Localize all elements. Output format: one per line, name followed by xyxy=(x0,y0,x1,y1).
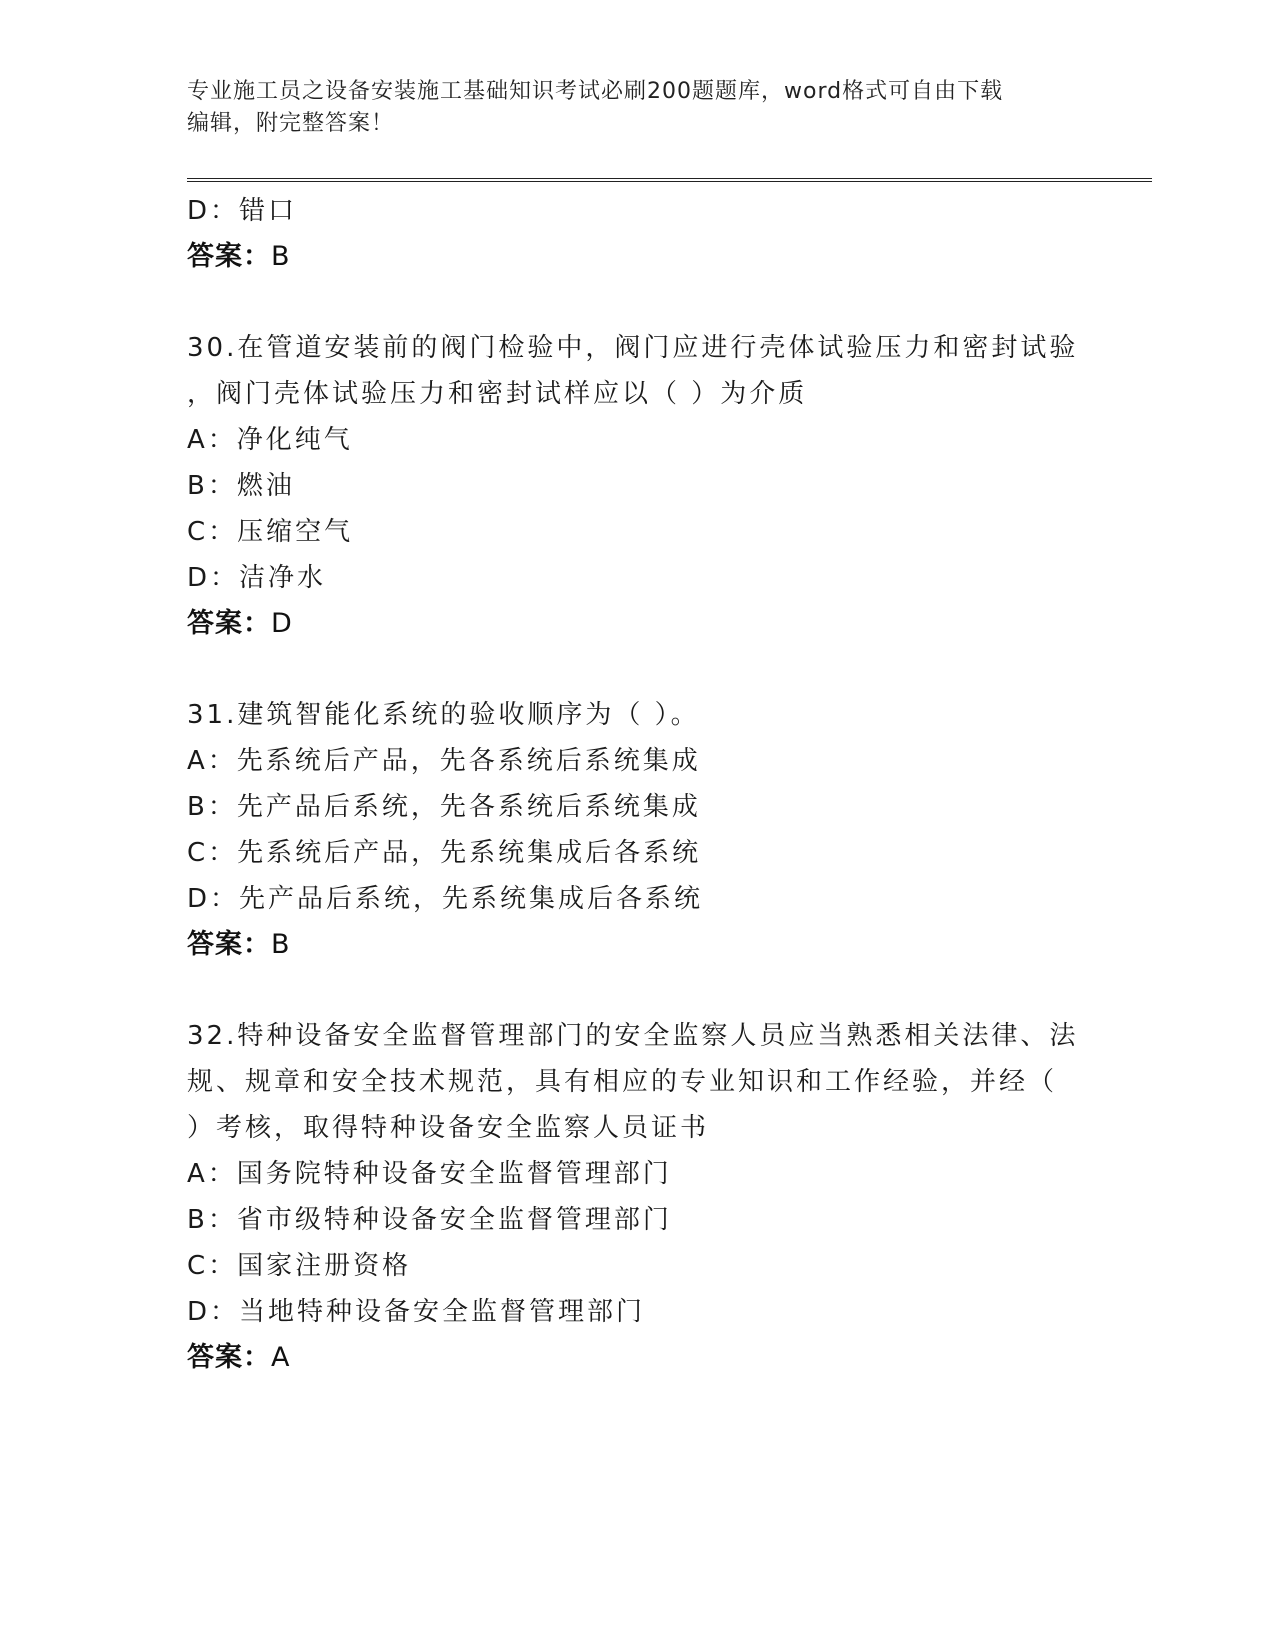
question-stem-line: 31.建筑智能化系统的验收顺序为（ ）。 xyxy=(187,700,700,730)
option-b: B：省市级特种设备安全监督管理部门 xyxy=(187,1205,672,1235)
option-b: B：燃油 xyxy=(187,471,295,501)
question-stem-line: ）考核，取得特种设备安全监察人员证书 xyxy=(187,1113,710,1143)
answer-label: 答案： xyxy=(187,1342,271,1373)
answer-value: D xyxy=(271,608,293,639)
answer-label: 答案： xyxy=(187,608,271,639)
answer-value: B xyxy=(271,929,291,960)
answer xyxy=(187,922,1087,968)
question-stem-line: ，阀门壳体试验压力和密封试样应以（ ）为介质 xyxy=(187,379,808,409)
option-d: D：先产品后系统，先系统集成后各系统 xyxy=(187,884,704,914)
answer-value: B xyxy=(271,241,291,272)
answer xyxy=(187,601,1087,647)
question-stem-line: 规、规章和安全技术规范，具有相应的专业知识和工作经验，并经（ xyxy=(187,1067,1058,1097)
answer-label: 答案： xyxy=(187,929,271,960)
question-31 xyxy=(187,692,1087,968)
question-30 xyxy=(187,325,1087,647)
document-body xyxy=(187,188,1087,1381)
spacer xyxy=(187,280,1087,325)
option-d: D：洁净水 xyxy=(187,563,327,593)
answer-value: A xyxy=(271,1342,291,1373)
option-c: C：压缩空气 xyxy=(187,517,354,547)
option-b: B：先产品后系统，先各系统后系统集成 xyxy=(187,792,701,822)
answer-prev xyxy=(187,234,1087,280)
option-c: C：国家注册资格 xyxy=(187,1251,412,1281)
question-stem-line: 32.特种设备安全监督管理部门的安全监察人员应当熟悉相关法律、法 xyxy=(187,1021,1079,1051)
spacer xyxy=(187,647,1087,692)
option-d-prev: D：错口 xyxy=(187,196,298,226)
question-stem-line: 30.在管道安装前的阀门检验中，阀门应进行壳体试验压力和密封试验 xyxy=(187,333,1079,363)
option-a: A：国务院特种设备安全监督管理部门 xyxy=(187,1159,672,1189)
page-header xyxy=(187,76,1087,140)
answer xyxy=(187,1335,1087,1381)
header-line-2: 编辑，附完整答案！ xyxy=(187,111,395,136)
option-d: D：当地特种设备安全监督管理部门 xyxy=(187,1297,646,1327)
header-line-1: 专业施工员之设备安装施工基础知识考试必刷200题题库，word格式可自由下载 xyxy=(187,79,1004,104)
option-a: A：先系统后产品，先各系统后系统集成 xyxy=(187,746,701,776)
option-c: C：先系统后产品，先系统集成后各系统 xyxy=(187,838,702,868)
header-divider xyxy=(187,178,1152,182)
question-32 xyxy=(187,1013,1087,1381)
answer-label: 答案： xyxy=(187,241,271,272)
option-a: A：净化纯气 xyxy=(187,425,353,455)
spacer xyxy=(187,968,1087,1013)
